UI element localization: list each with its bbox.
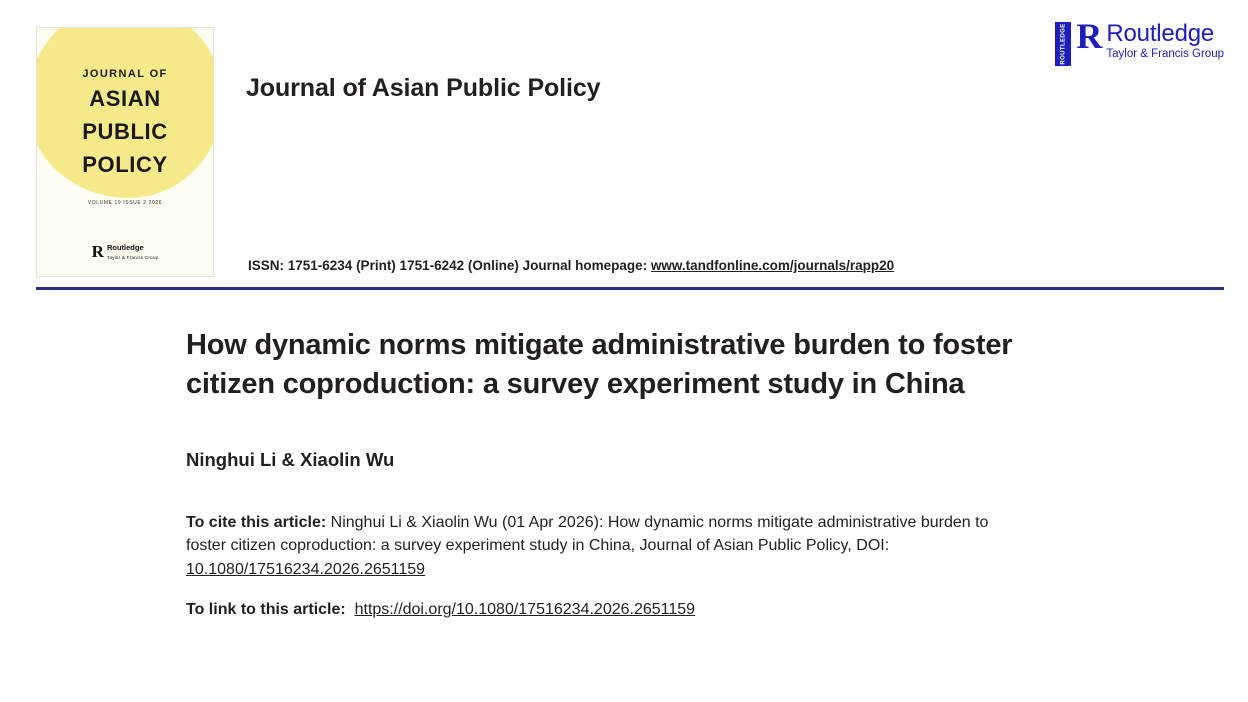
routledge-r-icon: R: [1076, 16, 1103, 56]
cover-line-journal-of: JOURNAL OF: [82, 68, 168, 80]
routledge-spine-label: ROUTLEDGE: [1060, 23, 1067, 65]
journal-homepage-link[interactable]: www.tandfonline.com/journals/rapp20: [650, 258, 895, 273]
issn-line: [248, 258, 894, 273]
routledge-spine-icon: [1055, 22, 1071, 66]
cover-publisher-logo: [37, 242, 213, 262]
cite-doi-link[interactable]: 10.1080/17516234.2026.2651159: [186, 560, 426, 578]
routledge-name: Routledge: [1106, 20, 1215, 47]
issn-text: ISSN: 1751-6234 (Print) 1751-6242 (Online) Journal homepage:: [248, 258, 648, 273]
cover-line-asian: ASIAN: [89, 86, 161, 111]
routledge-wordmark: [1106, 22, 1224, 63]
cover-publisher-label: Routledge: [106, 242, 144, 252]
routledge-sub: Taylor & Francis Group: [1106, 48, 1224, 60]
link-label: To link to this article:: [186, 600, 346, 618]
journal-header: [0, 0, 1248, 273]
citation-block: [186, 511, 1021, 581]
cover-line-public: PUBLIC: [82, 119, 168, 145]
header-divider: [36, 287, 1224, 290]
cover-title-text: [37, 68, 213, 179]
cover-publisher-name: [107, 243, 158, 262]
cover-volume-issue: VOLUME 19 ISSUE 2 2026: [87, 200, 163, 206]
routledge-mark-icon: R: [91, 242, 104, 261]
cover-line-policy: POLICY: [82, 152, 168, 178]
cover-publisher-sub: Taylor & Francis Group: [106, 255, 159, 260]
doi-link[interactable]: https://doi.org/10.1080/17516234.2026.2651159: [354, 600, 696, 618]
article-title: How dynamic norms mitigate administrative burden to foster citizen coproduction: a survey experiment study in China: [186, 329, 1013, 400]
journal-title: Journal of Asian Public Policy: [246, 74, 601, 102]
doi-link-block: [186, 601, 1036, 619]
routledge-logo: [1055, 16, 1224, 66]
article-authors: Ninghui Li & Xiaolin Wu: [186, 449, 395, 471]
article-block: [186, 326, 1036, 619]
journal-cover-image: [36, 27, 214, 277]
cite-text: Ninghui Li & Xiaolin Wu (01 Apr 2026): How dynamic norms mitigate administrative burden to foster citizen coproduction: a survey experiment study in China, Journal of Asian Public Policy, DOI:: [186, 514, 989, 555]
cite-label: To cite this article:: [186, 514, 327, 532]
